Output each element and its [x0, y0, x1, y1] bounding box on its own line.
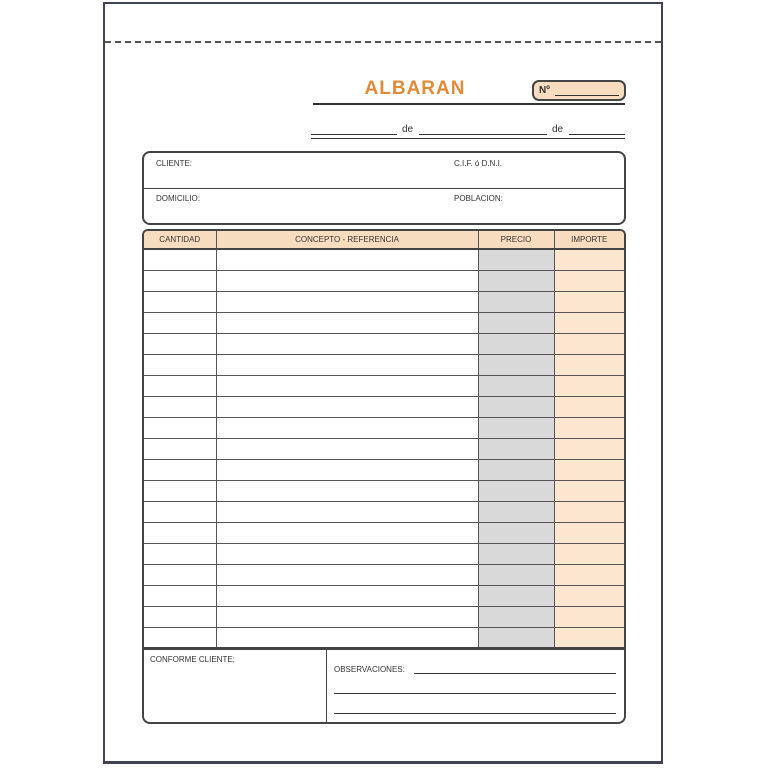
- concept-cell[interactable]: [216, 249, 478, 271]
- date-day-line: [311, 134, 397, 135]
- amount-cell[interactable]: [554, 334, 624, 355]
- quantity-cell[interactable]: [144, 355, 216, 376]
- amount-cell[interactable]: [554, 418, 624, 439]
- amount-cell[interactable]: [554, 292, 624, 313]
- price-cell[interactable]: [478, 439, 554, 460]
- concept-cell[interactable]: [216, 481, 478, 502]
- perforation-line: [105, 41, 661, 43]
- price-cell[interactable]: [478, 292, 554, 313]
- amount-cell[interactable]: [554, 523, 624, 544]
- concept-cell[interactable]: [216, 607, 478, 628]
- price-cell[interactable]: [478, 334, 554, 355]
- price-cell[interactable]: [478, 607, 554, 628]
- concept-cell[interactable]: [216, 586, 478, 607]
- document-number-label: Nº: [539, 85, 550, 96]
- footer-divider: [326, 650, 327, 722]
- date-field[interactable]: [311, 122, 625, 140]
- notes-line-3[interactable]: [334, 713, 616, 714]
- items-table-header: [144, 231, 624, 249]
- amount-cell[interactable]: [554, 249, 624, 271]
- quantity-cell[interactable]: [144, 460, 216, 481]
- quantity-cell[interactable]: [144, 249, 216, 271]
- price-cell[interactable]: [478, 586, 554, 607]
- price-cell[interactable]: [478, 628, 554, 649]
- quantity-cell[interactable]: [144, 334, 216, 355]
- table-row: [144, 249, 624, 271]
- price-cell[interactable]: [478, 313, 554, 334]
- notes-label: OBSERVACIONES:: [334, 665, 405, 674]
- concept-cell[interactable]: [216, 313, 478, 334]
- table-row: [144, 355, 624, 376]
- client-info-box: [142, 151, 626, 225]
- title-underline: [313, 103, 625, 105]
- notes-line-1[interactable]: [414, 673, 616, 674]
- table-row: [144, 628, 624, 649]
- quantity-cell[interactable]: [144, 607, 216, 628]
- quantity-cell[interactable]: [144, 565, 216, 586]
- price-cell[interactable]: [478, 418, 554, 439]
- date-year-line: [569, 134, 625, 135]
- concept-cell[interactable]: [216, 439, 478, 460]
- amount-cell[interactable]: [554, 460, 624, 481]
- address-label: DOMICILIO:: [156, 194, 201, 203]
- amount-cell[interactable]: [554, 607, 624, 628]
- price-cell[interactable]: [478, 460, 554, 481]
- price-cell[interactable]: [478, 544, 554, 565]
- table-row: [144, 523, 624, 544]
- amount-cell[interactable]: [554, 313, 624, 334]
- quantity-cell[interactable]: [144, 502, 216, 523]
- concept-cell[interactable]: [216, 292, 478, 313]
- amount-cell[interactable]: [554, 628, 624, 649]
- quantity-cell[interactable]: [144, 523, 216, 544]
- quantity-cell[interactable]: [144, 397, 216, 418]
- price-cell[interactable]: [478, 249, 554, 271]
- table-row: [144, 544, 624, 565]
- table-row: [144, 397, 624, 418]
- concept-cell[interactable]: [216, 355, 478, 376]
- table-row: [144, 334, 624, 355]
- concept-cell[interactable]: [216, 544, 478, 565]
- date-month-line: [419, 134, 547, 135]
- concept-cell[interactable]: [216, 565, 478, 586]
- table-row: [144, 565, 624, 586]
- town-label: POBLACION:: [454, 194, 503, 203]
- table-row: [144, 271, 624, 292]
- price-cell[interactable]: [478, 523, 554, 544]
- quantity-cell[interactable]: [144, 292, 216, 313]
- price-cell[interactable]: [478, 502, 554, 523]
- date-separator-1: de: [402, 124, 414, 135]
- table-row: [144, 292, 624, 313]
- table-row: [144, 439, 624, 460]
- concept-cell[interactable]: [216, 523, 478, 544]
- quantity-cell[interactable]: [144, 544, 216, 565]
- column-header-price: PRECIO: [478, 231, 554, 249]
- date-underline: [311, 138, 625, 139]
- price-cell[interactable]: [478, 355, 554, 376]
- price-cell[interactable]: [478, 481, 554, 502]
- amount-cell[interactable]: [554, 586, 624, 607]
- concept-cell[interactable]: [216, 376, 478, 397]
- concept-cell[interactable]: [216, 334, 478, 355]
- concept-cell[interactable]: [216, 628, 478, 649]
- document-number-line: [555, 95, 619, 96]
- quantity-cell[interactable]: [144, 439, 216, 460]
- price-cell[interactable]: [478, 376, 554, 397]
- approval-label: CONFORME CLIENTE:: [150, 655, 235, 664]
- price-cell[interactable]: [478, 271, 554, 292]
- price-cell[interactable]: [478, 565, 554, 586]
- amount-cell[interactable]: [554, 481, 624, 502]
- quantity-cell[interactable]: [144, 481, 216, 502]
- table-row: [144, 313, 624, 334]
- amount-cell[interactable]: [554, 271, 624, 292]
- table-row: [144, 418, 624, 439]
- concept-cell[interactable]: [216, 460, 478, 481]
- items-table: [142, 229, 626, 649]
- concept-cell[interactable]: [216, 502, 478, 523]
- client-label: CLIENTE:: [156, 159, 193, 168]
- quantity-cell[interactable]: [144, 586, 216, 607]
- table-row: [144, 502, 624, 523]
- client-divider: [144, 188, 624, 189]
- delivery-note-sheet: [103, 2, 663, 764]
- concept-cell[interactable]: [216, 271, 478, 292]
- quantity-cell[interactable]: [144, 376, 216, 397]
- amount-cell[interactable]: [554, 502, 624, 523]
- quantity-cell[interactable]: [144, 271, 216, 292]
- amount-cell[interactable]: [554, 544, 624, 565]
- column-header-amount: IMPORTE: [554, 231, 624, 249]
- quantity-cell[interactable]: [144, 313, 216, 334]
- document-number-field[interactable]: [532, 80, 626, 101]
- table-row: [144, 376, 624, 397]
- notes-line-2[interactable]: [334, 693, 616, 694]
- footer-box: [142, 648, 626, 724]
- quantity-cell[interactable]: [144, 628, 216, 649]
- document-title: ALBARAN: [364, 78, 466, 99]
- amount-cell[interactable]: [554, 376, 624, 397]
- amount-cell[interactable]: [554, 355, 624, 376]
- tax-id-label: C.I.F. ó D.N.I.: [454, 159, 503, 168]
- table-row: [144, 460, 624, 481]
- quantity-cell[interactable]: [144, 418, 216, 439]
- table-row: [144, 481, 624, 502]
- table-row: [144, 607, 624, 628]
- price-cell[interactable]: [478, 397, 554, 418]
- table-row: [144, 586, 624, 607]
- concept-cell[interactable]: [216, 397, 478, 418]
- amount-cell[interactable]: [554, 397, 624, 418]
- column-header-concept: CONCEPTO - REFERENCIA: [216, 231, 478, 249]
- date-separator-2: de: [552, 124, 564, 135]
- amount-cell[interactable]: [554, 439, 624, 460]
- concept-cell[interactable]: [216, 418, 478, 439]
- amount-cell[interactable]: [554, 565, 624, 586]
- column-header-quantity: CANTIDAD: [144, 231, 216, 249]
